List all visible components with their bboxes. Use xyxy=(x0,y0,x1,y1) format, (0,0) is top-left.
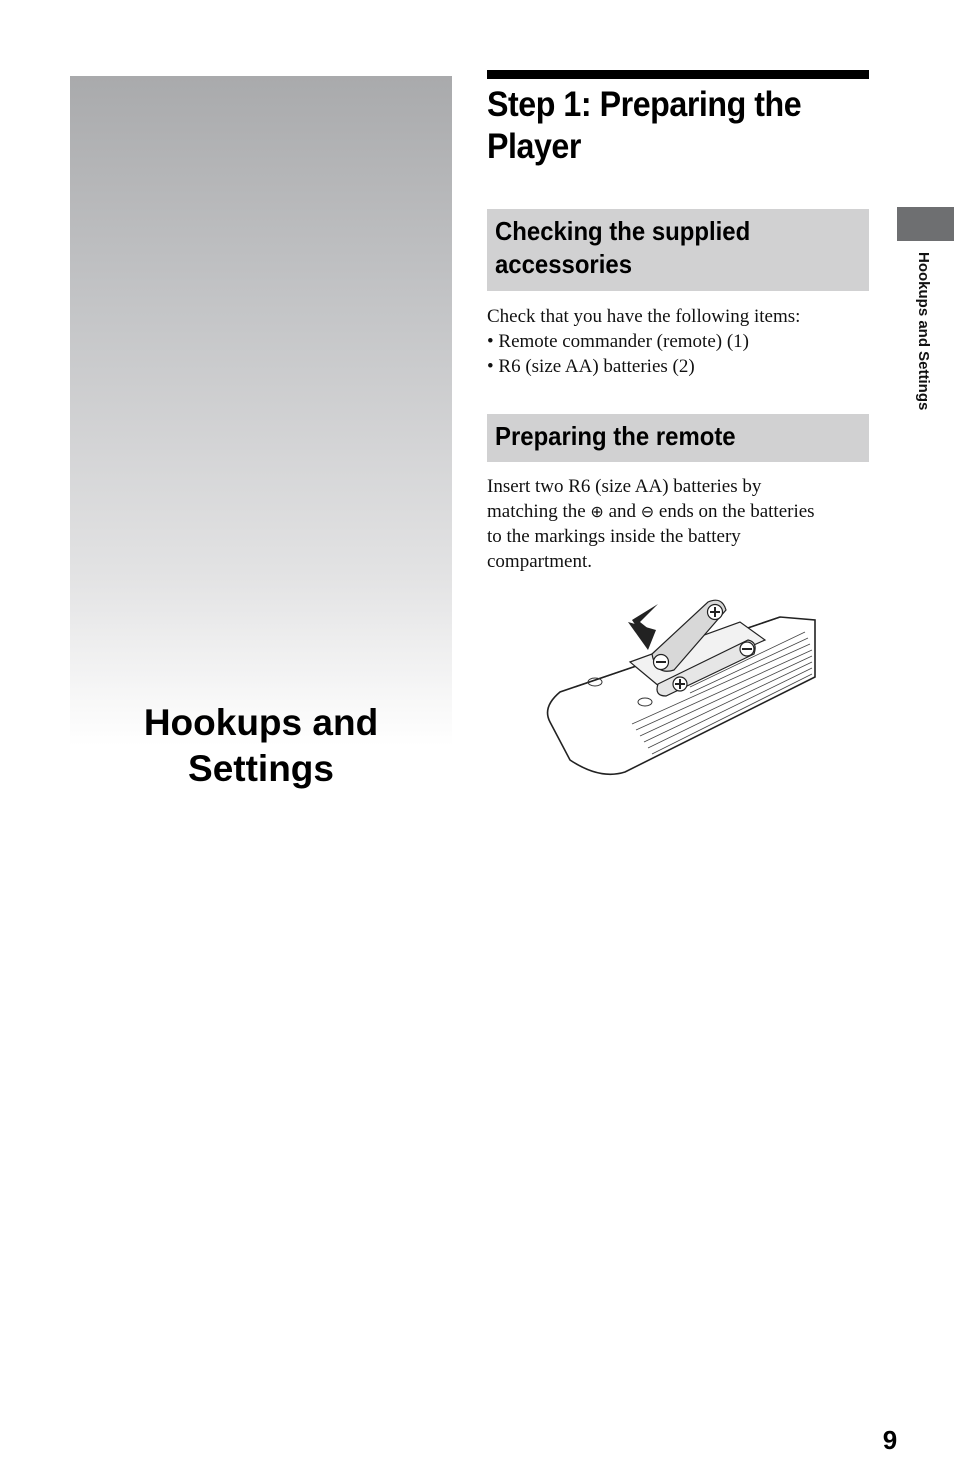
chapter-gradient-panel xyxy=(70,76,452,746)
accessories-text xyxy=(487,304,869,379)
heading-rule xyxy=(487,70,869,79)
minus-terminal-icon: ⊖ xyxy=(640,502,655,521)
instruction-line1: Insert two R6 (size AA) batteries by xyxy=(487,476,762,497)
chapter-tab-marker xyxy=(897,207,954,241)
page-number: 9 xyxy=(882,1425,898,1455)
instruction-line2-a: matching the xyxy=(487,501,591,522)
instruction-line2 xyxy=(487,499,869,524)
instruction-line2-c: ends on the batteries xyxy=(654,501,815,522)
accessories-intro: Check that you have the following items: xyxy=(487,306,801,327)
instruction-line3: to the markings inside the battery xyxy=(487,526,741,547)
remote-instructions-text xyxy=(487,474,869,574)
subheading-line2: accessories xyxy=(495,249,632,279)
subheading-preparing-remote xyxy=(487,414,869,462)
page-title-line1: Step 1: Preparing the xyxy=(487,85,802,124)
subheading-line1: Checking the supplied xyxy=(495,216,751,246)
page-title-line2: Player xyxy=(487,127,581,166)
subheading-text: Preparing the remote xyxy=(495,421,736,451)
remote-battery-illustration xyxy=(540,592,820,777)
chapter-title-line2: Settings xyxy=(188,748,334,789)
chapter-title xyxy=(70,700,452,792)
instruction-line4: compartment. xyxy=(487,551,592,572)
page-title xyxy=(487,84,846,168)
list-item-remote: • Remote commander (remote) (1) xyxy=(487,331,749,352)
chapter-title-line1: Hookups and xyxy=(143,702,379,743)
plus-terminal-icon: ⊕ xyxy=(590,502,604,521)
list-item-batteries: • R6 (size AA) batteries (2) xyxy=(487,356,695,377)
subheading-checking-accessories xyxy=(487,209,869,291)
instruction-line2-b: and xyxy=(603,501,641,522)
chapter-side-label: Hookups and Settings xyxy=(915,252,932,411)
